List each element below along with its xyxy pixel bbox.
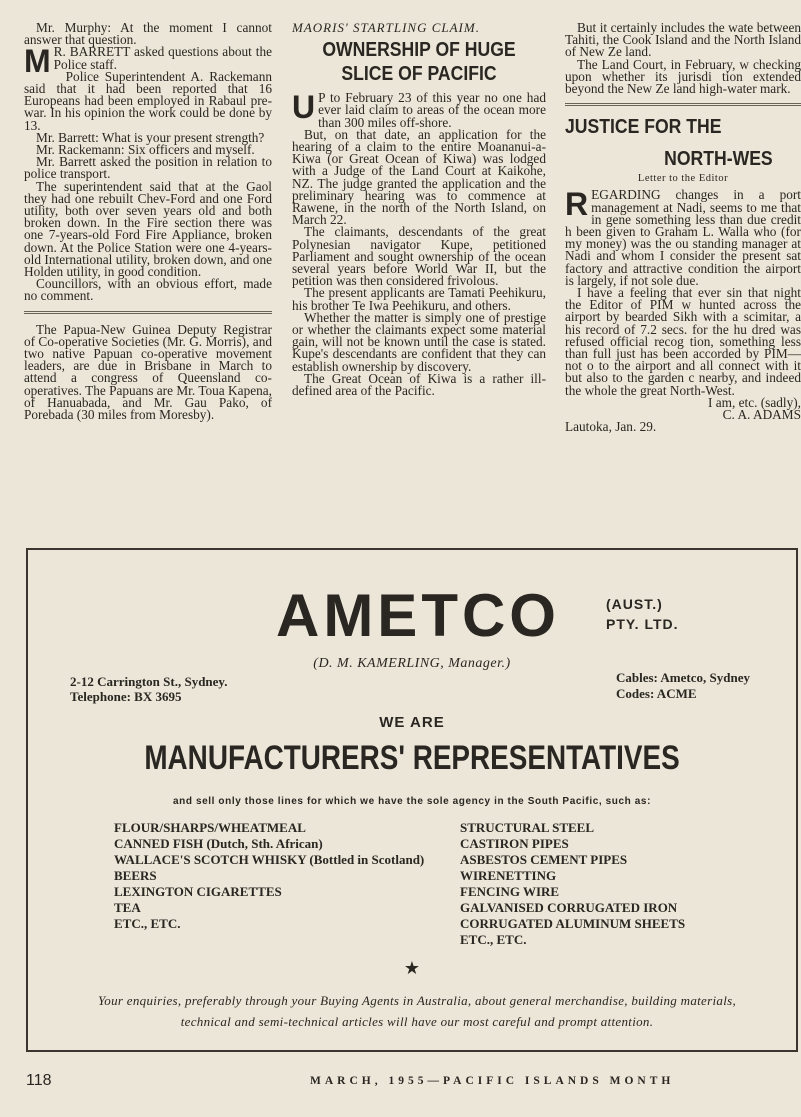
- article-column-2: [292, 22, 546, 542]
- manager-line: (D. M. KAMERLING, Manager.): [313, 656, 511, 671]
- paragraph: But it certainly includes the wate between Tahiti, the Cook Island and the North Island of New Ze land.: [565, 22, 801, 60]
- dateline: Lautoka, Jan. 29.: [565, 419, 657, 435]
- column-divider: [24, 311, 272, 314]
- page-number: 118: [26, 1072, 52, 1089]
- list-item: FENCING WIRE: [460, 884, 560, 899]
- paragraph: But, on that date, an application for the hearing of a claim to the entire Moananui-a-Kiwa (or Great Ocean of Kiwa) was lodged with a Judge of the Land Court at Kaikohe, NZ. The judge granted the application and the preliminary hearing was to commence at Rawene, in the north of the North Island, on March 22.: [292, 126, 546, 228]
- list-item: FLOUR/SHARPS/WHEATMEAL: [114, 820, 306, 835]
- article-headline: OWNERSHIP OF HUGE SLICE OF PACIFIC: [322, 39, 516, 86]
- we-are-label: WE ARE: [379, 714, 445, 731]
- paragraph: Mr. Rackemann: Six officers and myself.: [36, 142, 255, 158]
- list-item: GALVANISED CORRUGATED IRON: [460, 900, 678, 915]
- paragraph: The present applicants are Tamati Peehikuru, his brother Te Iwa Peehikuru, and others.: [292, 285, 546, 313]
- drop-cap: R: [565, 186, 589, 223]
- address-block: 2-12 Carrington St., Sydney. Telephone: BX 3695: [70, 674, 228, 704]
- product-list-right: [460, 820, 780, 948]
- list-item: ASBESTOS CEMENT PIPES: [460, 852, 628, 867]
- list-item: ETC., ETC.: [460, 932, 527, 947]
- paragraph: Whether the matter is simply one of prestige or whether the claimants expect some material gain, will not be known until the case is stated. Kupe's descendants are confident that they can establish ownership by discovery.: [292, 309, 546, 374]
- article-column-3: [565, 22, 801, 542]
- sole-agency-line: and sell only those lines for which we have the sole agency in the South Pacific, such as:: [173, 796, 651, 807]
- paragraph: Councillors, with an obvious effort, made no comment.: [24, 276, 272, 304]
- paragraph: The Land Court, in February, w checking upon whether its jurisdi tion extended beyond the New Ze land high-water mark.: [565, 56, 801, 97]
- paragraph: The superintendent said that at the Gaol they had one rebuilt Chev-Ford and one Ford utility, both over seven years old and both broken down. In the Fire section there was one 7-years-old Ford Fire Appliance, broken down. At the Police Station were one 4-years-old International utility, broken down, and one Holden utility, in good condition.: [24, 178, 272, 280]
- signature-name: C. A. ADAMS: [722, 407, 801, 423]
- enquiries-text: Your enquiries, preferably through your Buying Agents in Australia, about general merchandise, building materials, technical and semi-technical articles will have our most careful and prompt attention.: [97, 993, 737, 1029]
- signature-line: I am, etc. (sadly),: [707, 394, 801, 410]
- drop-cap: M: [24, 43, 51, 80]
- list-item: STRUCTURAL STEEL: [460, 820, 595, 835]
- list-item: BEERS: [114, 868, 157, 883]
- paragraph: Mr. Murphy: At the moment I cannot answer that question.: [24, 22, 272, 48]
- paragraph: The claimants, descendants of the great Polynesian navigator Kupe, petitioned Parliament and sought ownership of the ocean several years before World War II, but the petition was then considered frivolous.: [292, 224, 546, 289]
- company-suffix: (AUST.) PTY. LTD.: [606, 596, 679, 632]
- list-item: WIRENETTING: [460, 868, 557, 883]
- paragraph: M R. BARRETT asked questions about the Police staff.: [24, 43, 272, 80]
- article-headline: JUSTICE FOR THE: [565, 116, 722, 139]
- list-item: CANNED FISH (Dutch, Sth. African): [114, 836, 323, 851]
- article-kicker: MAORIS' STARTLING CLAIM.: [292, 22, 480, 35]
- list-item: WALLACE'S SCOTCH WHISKY (Bottled in Scotland): [114, 852, 425, 867]
- paragraph: REGARDING changes in a port management at Nadi, seems to me that in gene something less than due credit h been given to Graham L. Walla who (for my money) was the ou standing manager at Nadi and whom I consider the present sat factory and attractive condition the airport is largely, if not sole due.: [565, 186, 801, 288]
- product-list-left: [114, 820, 444, 932]
- running-footer: MARCH, 1955—PACIFIC ISLANDS MONTH: [310, 1075, 675, 1087]
- paragraph: Mr. Barrett asked the position in relation to police transport.: [24, 154, 272, 182]
- paragraph: Mr. Barrett: What is your present strength?: [36, 129, 265, 145]
- star-icon: ★: [403, 958, 421, 978]
- article-column-1: [24, 22, 272, 542]
- advertisement-box: [26, 548, 798, 1052]
- list-item: CASTIRON PIPES: [460, 836, 569, 851]
- paragraph: The Papua-New Guinea Deputy Registrar of Co-operative Societies (Mr. G. Morris), and two native Papuan co-operative movement leaders, are due in Brisbane in March to attend a congress of Queensland co-operatives. The Papuans are Mr. Toua Kapena, of Hanuabada, and Mr. Gau Pako, of Porebada (30 miles from Moresby).: [24, 321, 272, 423]
- paragraph: Police Superintendent A. Rackemann said that it had been reported that 16 Europeans had been employed in Rabaul pre-war. In his opinion the work could be done by 13.: [24, 68, 272, 133]
- cables-block: Cables: Ametco, Sydney Codes: ACME: [616, 670, 750, 701]
- paragraph: The Great Ocean of Kiwa is a rather ill-defined area of the Pacific.: [292, 370, 546, 399]
- ad-headline: MANUFACTURERS' REPRESENTATIVES: [144, 739, 680, 777]
- list-item: TEA: [114, 900, 141, 915]
- drop-cap: U: [292, 89, 316, 126]
- column-divider: [565, 103, 801, 106]
- list-item: CORRUGATED ALUMINUM SHEETS: [460, 916, 686, 931]
- article-headline-continued: NORTH-WES: [664, 148, 773, 171]
- list-item: LEXINGTON CIGARETTES: [114, 884, 282, 899]
- brand-logo: AMETCO: [276, 582, 560, 649]
- article-subtitle: Letter to the Editor: [637, 173, 729, 185]
- paragraph: I have a feeling that ever sin that night the Editor of PIM w hunted across the airport by bearded Sikh with a scimitar, a his record of 7.2 secs. for the hu dred was refused official recog tion, something less than full just has been accorded by PIM—not o to the airport and all connect with it but also to the garden c nearby, and indeed the whole the great North-West.: [565, 285, 801, 398]
- paragraph: U P to February 23 of this year no one had ever laid claim to areas of the ocean more than 300 miles off-shore.: [292, 89, 546, 130]
- list-item: ETC., ETC.: [114, 916, 181, 931]
